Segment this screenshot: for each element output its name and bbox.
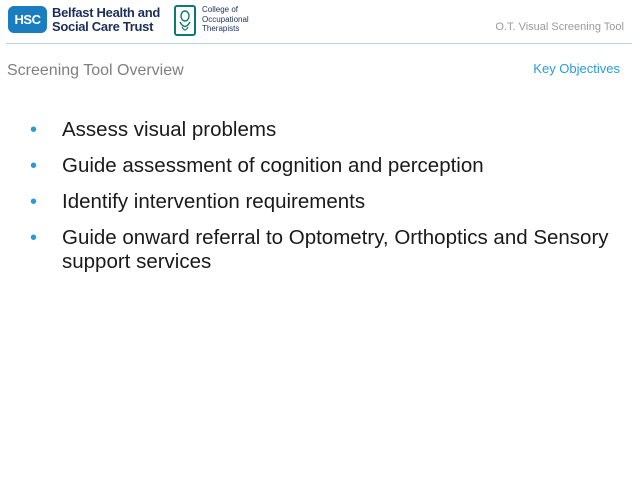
- hsc-logo: HSC: [8, 6, 47, 33]
- bullet-dot-icon: •: [30, 155, 38, 177]
- list-item: [30, 226, 610, 274]
- cot-logo-icon: [174, 5, 196, 36]
- trust-name: Belfast Health and Social Care Trust: [52, 5, 161, 34]
- bullet-dot-icon: •: [30, 191, 38, 213]
- section-label: Key Objectives: [533, 61, 620, 76]
- list-item: [30, 154, 610, 178]
- header-divider: [6, 43, 632, 44]
- slide-subtitle: Screening Tool Overview: [7, 62, 184, 79]
- tool-name: O.T. Visual Screening Tool: [495, 21, 624, 33]
- bullet-text: Guide assessment of cognition and perception: [62, 154, 484, 177]
- cot-name: College of Occupational Therapists: [202, 5, 249, 33]
- header: [0, 0, 638, 44]
- bullet-list: [30, 118, 610, 274]
- bullet-text: Guide onward referral to Optometry, Orthoptics and Sensory support services: [62, 226, 609, 273]
- bullet-text: Assess visual problems: [62, 118, 277, 141]
- list-item: [30, 190, 610, 214]
- bullet-dot-icon: •: [30, 227, 38, 249]
- list-item: [30, 118, 610, 142]
- bullet-text: Identify intervention requirements: [62, 190, 366, 213]
- bullet-dot-icon: •: [30, 119, 38, 141]
